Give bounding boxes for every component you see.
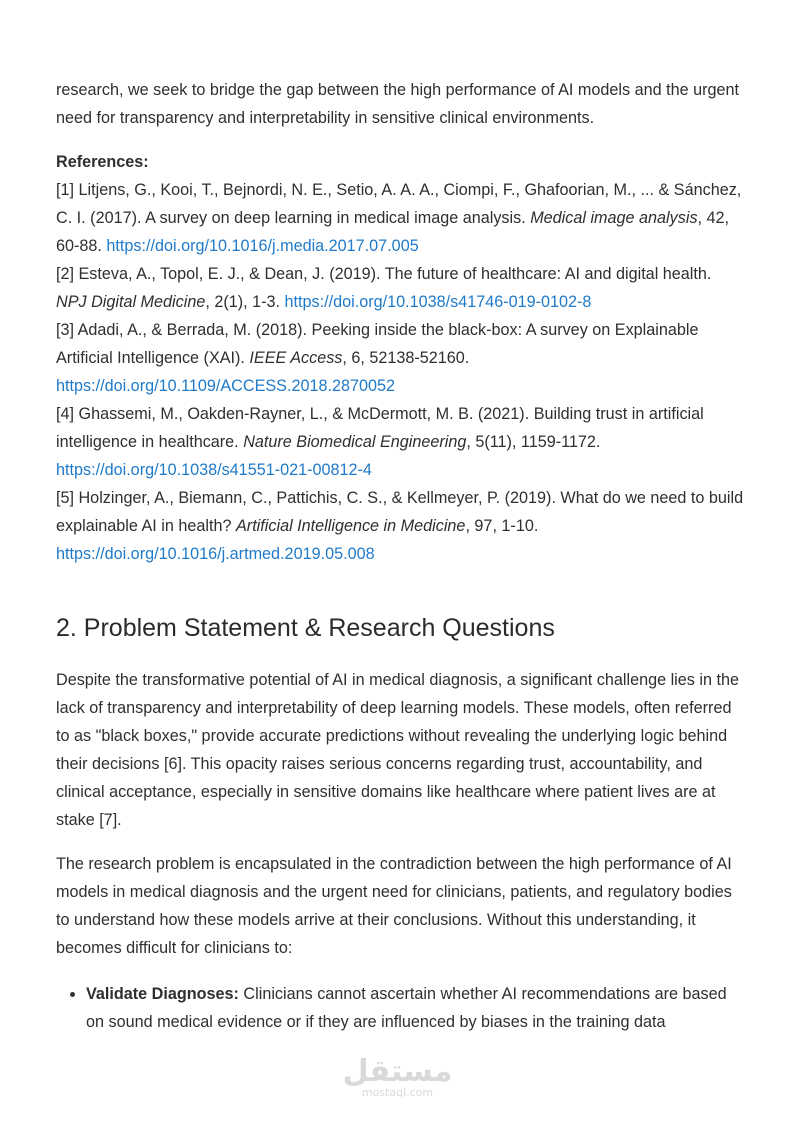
reference-1-text: [1] Litjens, G., Kooi, T., Bejnordi, N. E., Setio, A. A. A., Ciompi, F., Ghafoorian, M., ... & Sánchez, C. I. (2017). A survey on deep learning in medical image analysis. — [56, 181, 742, 227]
section-heading: 2. Problem Statement & Research Questions — [56, 614, 555, 642]
watermark-arabic-logo: مستقل — [342, 1054, 453, 1089]
bullet-term: Validate Diagnoses: — [86, 985, 239, 1003]
reference-4-details: , 5(11), 1159-1172. — [466, 433, 601, 451]
reference-2-details: , 2(1), 1-3. — [205, 293, 285, 311]
reference-1 — [56, 176, 746, 260]
reference-3-journal: IEEE Access — [249, 349, 343, 367]
reference-1-journal: Medical image analysis — [530, 209, 698, 227]
reference-5-details: , 97, 1-10. — [465, 517, 539, 535]
reference-3-details: , 6, 52138-52160. — [342, 349, 470, 367]
reference-1-details: , 42, 60-88. — [56, 209, 730, 255]
reference-4-text: [4] Ghassemi, M., Oakden-Rayner, L., & McDermott, M. B. (2021). Building trust in artificial intelligence in healthcare. — [56, 405, 704, 451]
reference-2-text: [2] Esteva, A., Topol, E. J., & Dean, J. (2019). The future of healthcare: AI and digital health. — [56, 265, 712, 283]
reference-2-journal: NPJ Digital Medicine — [56, 293, 206, 311]
reference-4-journal: Nature Biomedical Engineering — [243, 433, 467, 451]
mostaql-watermark — [0, 1056, 795, 1100]
reference-2 — [56, 260, 746, 316]
reference-5-link[interactable]: https://doi.org/10.1016/j.artmed.2019.05.008 — [56, 545, 375, 563]
bullet-list — [56, 980, 746, 1036]
reference-5 — [56, 484, 746, 568]
reference-list — [56, 176, 746, 568]
reference-4 — [56, 400, 746, 484]
reference-5-text: [5] Holzinger, A., Biemann, C., Pattichis, C. S., & Kellmeyer, P. (2019). What do we need to build explainable AI in health? — [56, 489, 744, 535]
reference-3-text: [3] Adadi, A., & Berrada, M. (2018). Peeking inside the black-box: A survey on Explainable Artificial Intelligence (XAI). — [56, 321, 699, 367]
watermark-latin-text: mostaql.com — [361, 1086, 434, 1099]
problem-paragraph-1: Despite the transformative potential of AI in medical diagnosis, a significant challenge lies in the lack of transparency and interpretability of deep learning models. These models, often referred to as "black boxes," provide accurate predictions without revealing the underlying logic behind their decisions [6]. This opacity raises serious concerns regarding trust, accountability, and clinical acceptance, especially in sensitive domains like healthcare where patient lives are at stake [7]. — [56, 671, 739, 829]
references-heading: References: — [56, 153, 149, 171]
document-page — [56, 76, 746, 1036]
reference-4-link[interactable]: https://doi.org/10.1038/s41551-021-00812-4 — [56, 461, 372, 479]
problem-paragraph-2: The research problem is encapsulated in the contradiction between the high performance of AI models in medical diagnosis and the urgent need for clinicians, patients, and regulatory bodies to understand how these models arrive at their conclusions. Without this understanding, it becomes difficult for clinicians to: — [56, 855, 732, 957]
bullet-item — [86, 980, 746, 1036]
reference-1-link[interactable]: https://doi.org/10.1016/j.media.2017.07.005 — [106, 237, 419, 255]
reference-3-link[interactable]: https://doi.org/10.1109/ACCESS.2018.2870052 — [56, 377, 395, 395]
reference-3 — [56, 316, 746, 400]
bullet-text: Clinicians cannot ascertain whether AI recommendations are based on sound medical evidence or if they are influenced by biases in the training data — [86, 985, 727, 1031]
intro-paragraph: research, we seek to bridge the gap between the high performance of AI models and the urgent need for transparency and interpretability in sensitive clinical environments. — [56, 81, 740, 127]
reference-2-link[interactable]: https://doi.org/10.1038/s41746-019-0102-8 — [284, 293, 592, 311]
reference-5-journal: Artificial Intelligence in Medicine — [236, 517, 466, 535]
